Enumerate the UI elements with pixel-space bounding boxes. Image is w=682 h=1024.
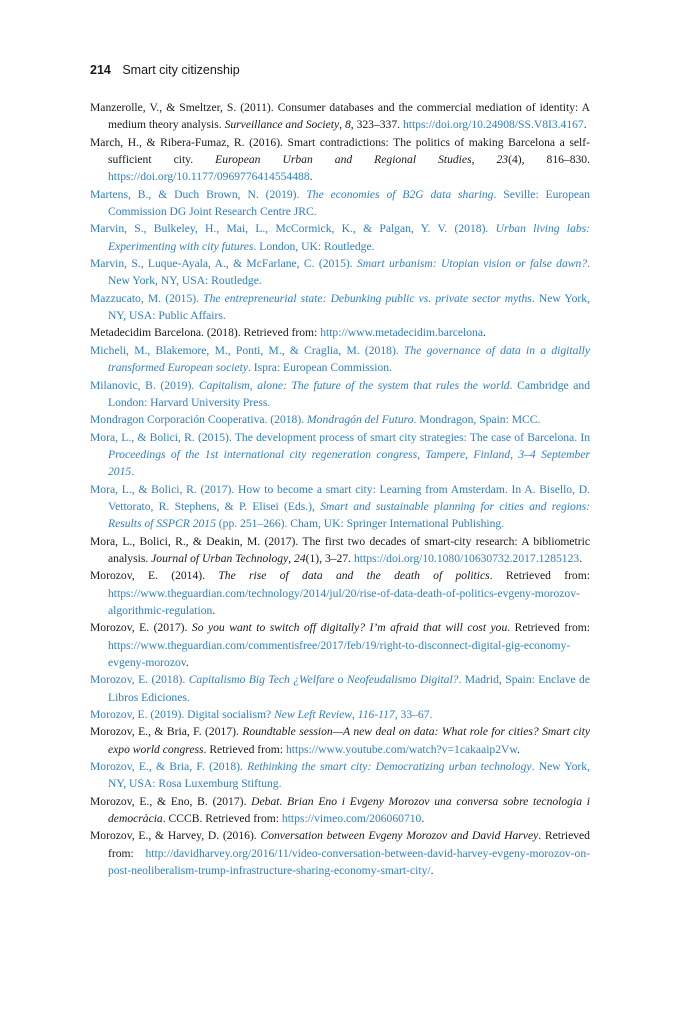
reference-entry xyxy=(90,533,590,568)
reference-italic-text: New Left Review xyxy=(274,708,352,722)
reference-text: Morozov, E., & Bria, F. (2017). xyxy=(90,725,243,739)
reference-text: . New York, NY, USA: Rosa Luxemburg Stiftung. xyxy=(108,760,590,791)
reference-text: Morozov, E. (2017). xyxy=(90,621,192,635)
reference-link[interactable]: https://www.theguardian.com/commentisfree/2017/feb/19/right-to-disconnect-digital-gig-economy-evgeny-morozov xyxy=(108,638,571,669)
reference-entry xyxy=(90,723,590,758)
reference-text: (pp. 251–266). Cham, UK: Springer International Publishing. xyxy=(215,517,505,531)
reference-entry xyxy=(90,99,590,134)
reference-italic-text: The entrepreneurial state: Debunking public vs. private sector myths xyxy=(203,291,532,305)
reference-italic-text: Debat. Brian Eno i Evgeny Morozov una conversa sobre tecnologia i democràcia xyxy=(108,794,590,826)
reference-link[interactable]: https://www.theguardian.com/technology/2014/jul/20/rise-of-data-death-of-politics-evgeny-morozov-algorithmic-regulation xyxy=(108,586,580,617)
reference-italic-text: 116-117 xyxy=(357,708,395,722)
reference-entry xyxy=(90,827,590,879)
reference-link[interactable]: https://doi.org/10.1080/10630732.2017.1285123 xyxy=(353,551,580,565)
reference-entry xyxy=(90,481,590,533)
reference-text: . CCCB. Retrieved from: xyxy=(162,812,282,826)
reference-text: . xyxy=(430,864,434,878)
reference-entry xyxy=(90,134,590,186)
reference-italic-text: Rethinking the smart city: Democratizing urban technology xyxy=(247,760,532,774)
reference-text: . Ispra: European Commission. xyxy=(247,361,392,375)
reference-entry xyxy=(90,186,590,221)
reference-entry xyxy=(90,324,590,341)
reference-italic-text: Proceedings of the 1st international city regeneration congress, Tampere, Finland, 3–4 September 2015 xyxy=(108,447,590,479)
reference-entry xyxy=(90,290,590,325)
reference-italic-text: European Urban and Regional Studies xyxy=(215,153,472,167)
reference-link[interactable]: http://www.metadecidim.barcelona xyxy=(320,326,483,340)
reference-text: . Retrieved from: xyxy=(507,621,590,635)
reference-text: Morozov, E. (2014). xyxy=(90,569,219,583)
reference-text: Micheli, M., Blakemore, M., Ponti, M., & Craglia, M. (2018). xyxy=(90,343,404,357)
reference-text: Manzerolle, V., & Smeltzer, S. (2011). Consumer databases and the commercial mediation of identity: A medium theory analysis. xyxy=(90,101,590,132)
reference-link[interactable]: http://davidharvey.org/2016/11/video-conversation-between-david-harvey-evgeny-morozov-on-post-neoliberalism-trump-infrastructure-sharing-economy-smart-city/ xyxy=(108,846,590,878)
reference-link[interactable]: https://doi.org/10.1177/0969776414554488 xyxy=(108,170,310,184)
reference-text: Mora, L., Bolici, R., & Deakin, M. (2017). The first two decades of smart-city research: A bibliometric analysis. xyxy=(90,534,590,565)
reference-italic-text: 8 xyxy=(344,118,351,132)
page-number: 214 xyxy=(90,63,111,77)
reference-italic-text: Smart urbanism: Utopian vision or false dawn? xyxy=(356,257,588,271)
reference-italic-text: Mondragón del Futuro xyxy=(307,413,414,427)
reference-text: . xyxy=(131,465,135,479)
reference-text: , xyxy=(352,708,358,722)
reference-entry xyxy=(90,255,590,290)
reference-text: . Madrid, Spain: Enclave de Libros Ediciones. xyxy=(108,673,590,704)
reference-text: . xyxy=(579,551,583,565)
reference-text: . xyxy=(583,118,587,132)
reference-entry xyxy=(90,220,590,255)
reference-entry xyxy=(90,411,590,428)
reference-text: . xyxy=(309,170,313,184)
reference-italic-text: The economies of B2G data sharing xyxy=(306,187,494,201)
reference-link[interactable]: https://vimeo.com/206060710 xyxy=(281,812,422,826)
reference-list xyxy=(90,99,590,879)
reference-text: . xyxy=(212,603,216,617)
running-title: Smart city citizenship xyxy=(122,63,240,77)
reference-italic-text: Journal of Urban Technology xyxy=(151,551,289,565)
reference-italic-text: 23 xyxy=(496,153,509,167)
reference-text: . London, UK: Routledge. xyxy=(253,239,375,253)
reference-entry xyxy=(90,429,590,481)
reference-text: , 33–67. xyxy=(394,708,433,722)
reference-text: Morozov, E. (2018). xyxy=(90,673,189,687)
reference-entry xyxy=(90,706,590,723)
reference-text: . Retrieved from: xyxy=(203,742,286,756)
reference-text: Metadecidim Barcelona. (2018). Retrieved from: xyxy=(90,326,321,340)
reference-italic-text: Roundtable session—A new deal on data: What role for cities? Smart city expo world congress xyxy=(108,725,590,756)
reference-entry xyxy=(90,758,590,793)
reference-text: . New York, NY, USA: Public Affairs. xyxy=(108,291,590,323)
reference-text: . Cambridge and London: Harvard University Press. xyxy=(108,378,590,409)
reference-entry xyxy=(90,342,590,377)
reference-italic-text: So you want to switch off digitally? I’m afraid that will cost you xyxy=(191,621,508,635)
reference-text: . Retrieved from: xyxy=(489,569,590,583)
reference-italic-text: Surveillance and Society xyxy=(224,118,340,132)
reference-entry xyxy=(90,567,590,619)
reference-italic-text: Smart and sustainable planning for cities and regions: Results of SSPCR 2015 xyxy=(108,499,590,531)
reference-text: Morozov, E., & Harvey, D. (2016). xyxy=(90,829,261,843)
reference-entry xyxy=(90,619,590,671)
reference-text: . Mondragon, Spain: MCC. xyxy=(413,413,541,427)
reference-text: March, H., & Ribera-Fumaz, R. (2016). Smart contradictions: The politics of making Barcelona a self-sufficient city. xyxy=(90,135,590,167)
reference-text: Mazzucato, M. (2015). xyxy=(90,291,204,305)
reference-text: , 323–337. xyxy=(350,118,403,132)
reference-text: Mora, L., & Bolici, R. (2015). The development process of smart city strategies: The case of Barcelona. In xyxy=(90,430,590,444)
reference-text: Marvin, S., Bulkeley, H., Mai, L., McCormick, K., & Palgan, Y. V. (2018). xyxy=(90,222,496,236)
reference-text: Morozov, E., & Bria, F. (2018). xyxy=(90,760,248,774)
reference-text: (1), 3–27. xyxy=(305,551,354,565)
reference-link[interactable]: https://doi.org/10.24908/SS.V8I3.4167 xyxy=(402,118,584,132)
reference-text: Martens, B., & Duch Brown, N. (2019). xyxy=(90,187,307,201)
reference-entry xyxy=(90,793,590,828)
reference-entry xyxy=(90,671,590,706)
reference-link[interactable]: https://www.youtube.com/watch?v=1cakaaip2Vw xyxy=(285,742,518,756)
reference-text: . xyxy=(517,742,520,756)
reference-text: , xyxy=(471,153,497,167)
reference-text: Mora, L., & Bolici, R. (2017). How to become a smart city: Learning from Amsterdam. In A. Bisello, D. Vettorato, R. Stephens, & P. Elisei (Eds.), xyxy=(90,482,590,513)
reference-italic-text: Conversation between Evgeny Morozov and David Harvey xyxy=(260,829,539,843)
reference-italic-text: The governance of data in a digitally transformed European society xyxy=(108,343,590,375)
reference-italic-text: 24 xyxy=(294,551,306,565)
reference-entry xyxy=(90,377,590,412)
reference-text: . Retrieved from: xyxy=(108,829,590,860)
reference-text: . New York, NY, USA: Routledge. xyxy=(108,257,591,288)
reference-text: , xyxy=(288,551,295,565)
reference-text: . xyxy=(421,812,425,826)
reference-text: , xyxy=(339,118,345,132)
reference-text: Morozov, E., & Eno, B. (2017). xyxy=(90,794,252,808)
running-header xyxy=(90,63,240,77)
reference-italic-text: Urban living labs: Experimenting with city futures xyxy=(108,222,590,253)
reference-text: . Seville: European Commission DG Joint Research Centre JRC. xyxy=(108,187,590,219)
reference-italic-text: Capitalismo Big Tech ¿Welfare o Neofeudalismo Digital? xyxy=(188,673,459,687)
reference-text: Marvin, S., Luque-Ayala, A., & McFarlane, C. (2015). xyxy=(90,257,357,271)
reference-text: Morozov, E. (2019). Digital socialism? xyxy=(90,708,275,722)
reference-text: (4), 816–830. xyxy=(508,153,590,167)
reference-italic-text: The rise of data and the death of politics xyxy=(218,569,490,583)
reference-text: . xyxy=(185,656,189,669)
reference-text: . xyxy=(482,326,486,340)
reference-italic-text: Capitalism, alone: The future of the system that rules the world xyxy=(198,378,510,392)
reference-text: Mondragon Corporación Cooperativa. (2018). xyxy=(90,413,308,427)
reference-text: Milanovic, B. (2019). xyxy=(90,378,199,392)
